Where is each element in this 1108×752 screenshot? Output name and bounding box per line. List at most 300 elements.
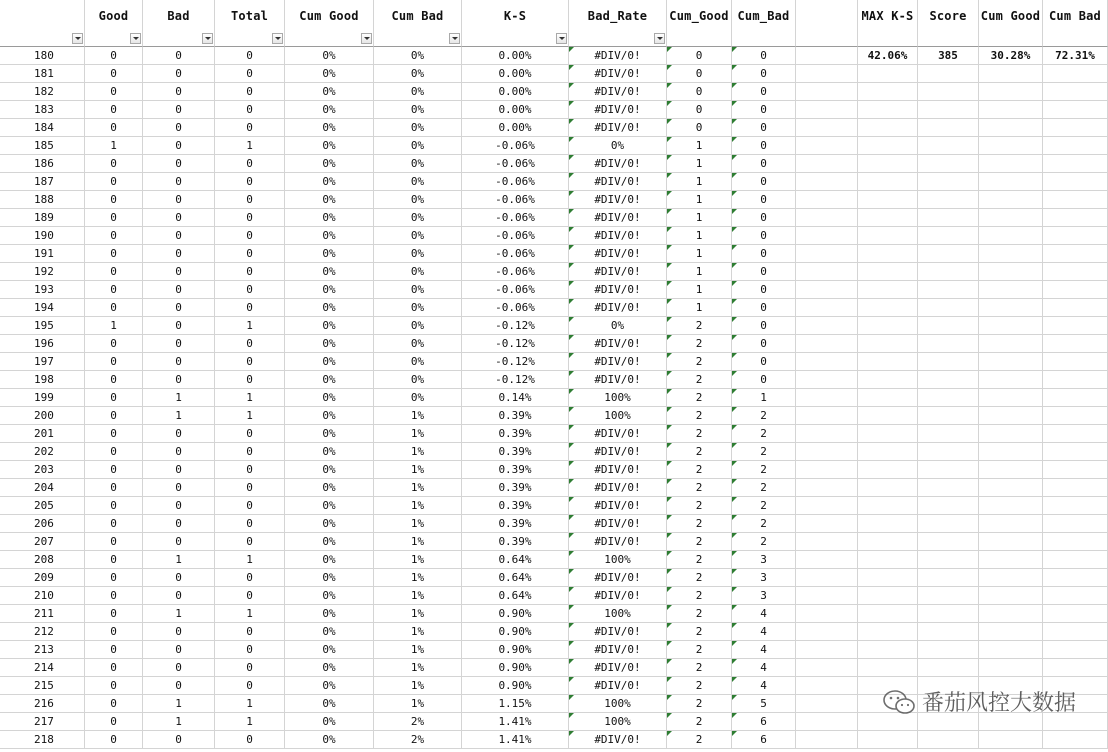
bad-rate-cell[interactable]: #DIV/0! xyxy=(569,677,667,695)
bad-rate-cell[interactable]: 100% xyxy=(569,551,667,569)
bad-rate-cell[interactable]: #DIV/0! xyxy=(569,569,667,587)
empty-cell[interactable] xyxy=(1043,407,1108,425)
empty-cell[interactable] xyxy=(979,119,1043,137)
bad-rate-cell[interactable]: #DIV/0! xyxy=(569,263,667,281)
cum-bad-count-cell[interactable]: 2 xyxy=(732,407,796,425)
empty-cell[interactable] xyxy=(796,551,858,569)
bad-cell[interactable]: 0 xyxy=(143,245,215,263)
cum-bad-cell[interactable]: 0% xyxy=(374,281,462,299)
empty-cell[interactable] xyxy=(918,281,979,299)
bad-rate-cell[interactable]: #DIV/0! xyxy=(569,731,667,749)
cum-good-count-cell[interactable]: 1 xyxy=(667,281,732,299)
empty-cell[interactable] xyxy=(1043,515,1108,533)
empty-cell[interactable] xyxy=(1043,479,1108,497)
bad-rate-cell[interactable]: #DIV/0! xyxy=(569,245,667,263)
empty-cell[interactable] xyxy=(1043,191,1108,209)
cum-good-count-cell[interactable]: 2 xyxy=(667,425,732,443)
empty-cell[interactable] xyxy=(858,137,918,155)
bad-cell[interactable]: 0 xyxy=(143,155,215,173)
empty-cell[interactable] xyxy=(979,299,1043,317)
bad-cell[interactable]: 0 xyxy=(143,623,215,641)
cum-bad-count-cell[interactable]: 2 xyxy=(732,461,796,479)
good-cell[interactable]: 0 xyxy=(85,335,143,353)
ks-cell[interactable]: 0.64% xyxy=(462,551,569,569)
empty-cell[interactable] xyxy=(979,155,1043,173)
empty-cell[interactable] xyxy=(796,659,858,677)
cum-bad-cell[interactable]: 0% xyxy=(374,101,462,119)
empty-cell[interactable] xyxy=(918,479,979,497)
cum-good-cell[interactable]: 0% xyxy=(285,245,374,263)
empty-cell[interactable] xyxy=(979,587,1043,605)
total-cell[interactable]: 0 xyxy=(215,83,285,101)
cum-bad-cell[interactable]: 0% xyxy=(374,137,462,155)
empty-cell[interactable] xyxy=(979,497,1043,515)
cum-good-count-cell[interactable]: 2 xyxy=(667,677,732,695)
cum-bad-cell[interactable]: 2% xyxy=(374,713,462,731)
empty-cell[interactable] xyxy=(1043,227,1108,245)
good-cell[interactable]: 0 xyxy=(85,497,143,515)
cum-good-count-cell[interactable]: 1 xyxy=(667,173,732,191)
cum-bad-count-cell[interactable]: 0 xyxy=(732,191,796,209)
cum-bad-count-cell[interactable]: 0 xyxy=(732,281,796,299)
good-cell[interactable]: 0 xyxy=(85,83,143,101)
empty-cell[interactable] xyxy=(1043,209,1108,227)
empty-cell[interactable] xyxy=(1043,137,1108,155)
row-score[interactable]: 193 xyxy=(0,281,85,299)
empty-cell[interactable] xyxy=(858,659,918,677)
empty-cell[interactable] xyxy=(918,569,979,587)
empty-cell[interactable] xyxy=(1043,461,1108,479)
header-total[interactable] xyxy=(215,0,285,47)
cum-good-count-cell[interactable]: 1 xyxy=(667,155,732,173)
total-cell[interactable]: 1 xyxy=(215,407,285,425)
bad-cell[interactable]: 1 xyxy=(143,695,215,713)
empty-cell[interactable] xyxy=(979,425,1043,443)
total-cell[interactable]: 0 xyxy=(215,515,285,533)
ks-cell[interactable]: -0.12% xyxy=(462,317,569,335)
good-cell[interactable]: 0 xyxy=(85,281,143,299)
empty-cell[interactable] xyxy=(918,425,979,443)
empty-cell[interactable] xyxy=(1043,335,1108,353)
bad-cell[interactable]: 0 xyxy=(143,731,215,749)
cum-bad-count-cell[interactable]: 1 xyxy=(732,389,796,407)
bad-rate-cell[interactable]: #DIV/0! xyxy=(569,227,667,245)
bad-cell[interactable]: 1 xyxy=(143,407,215,425)
total-cell[interactable]: 1 xyxy=(215,317,285,335)
bad-cell[interactable]: 0 xyxy=(143,461,215,479)
empty-cell[interactable] xyxy=(918,227,979,245)
cum-bad-count-cell[interactable]: 4 xyxy=(732,605,796,623)
empty-cell[interactable] xyxy=(796,101,858,119)
cum-good-count-cell[interactable]: 2 xyxy=(667,659,732,677)
bad-cell[interactable]: 1 xyxy=(143,605,215,623)
empty-cell[interactable] xyxy=(1043,425,1108,443)
cum-bad-cell[interactable]: 0% xyxy=(374,119,462,137)
cum-bad-count-cell[interactable]: 0 xyxy=(732,335,796,353)
total-cell[interactable]: 0 xyxy=(215,569,285,587)
row-score[interactable]: 187 xyxy=(0,173,85,191)
cum-bad-count-cell[interactable]: 4 xyxy=(732,641,796,659)
summary-max-ks[interactable]: 42.06% xyxy=(858,47,918,65)
row-score[interactable]: 206 xyxy=(0,515,85,533)
row-score[interactable]: 194 xyxy=(0,299,85,317)
empty-cell[interactable] xyxy=(796,623,858,641)
cum-bad-cell[interactable]: 2% xyxy=(374,731,462,749)
ks-cell[interactable]: 0.00% xyxy=(462,83,569,101)
cum-bad-count-cell[interactable]: 4 xyxy=(732,677,796,695)
bad-cell[interactable]: 0 xyxy=(143,101,215,119)
ks-cell[interactable]: 0.39% xyxy=(462,515,569,533)
bad-rate-cell[interactable]: 0% xyxy=(569,317,667,335)
cum-good-cell[interactable]: 0% xyxy=(285,731,374,749)
empty-cell[interactable] xyxy=(979,173,1043,191)
cum-bad-cell[interactable]: 1% xyxy=(374,659,462,677)
empty-cell[interactable] xyxy=(1043,299,1108,317)
total-cell[interactable]: 0 xyxy=(215,731,285,749)
good-cell[interactable]: 0 xyxy=(85,533,143,551)
ks-cell[interactable]: -0.12% xyxy=(462,335,569,353)
empty-cell[interactable] xyxy=(1043,497,1108,515)
empty-cell[interactable] xyxy=(858,227,918,245)
cum-bad-cell[interactable]: 0% xyxy=(374,299,462,317)
empty-cell[interactable] xyxy=(796,713,858,731)
row-score[interactable]: 205 xyxy=(0,497,85,515)
header-ks[interactable] xyxy=(462,0,569,47)
total-cell[interactable]: 0 xyxy=(215,443,285,461)
filter-dropdown-icon[interactable] xyxy=(361,33,372,44)
ks-cell[interactable]: 0.39% xyxy=(462,533,569,551)
bad-rate-cell[interactable]: #DIV/0! xyxy=(569,641,667,659)
bad-cell[interactable]: 0 xyxy=(143,317,215,335)
cum-bad-cell[interactable]: 1% xyxy=(374,587,462,605)
cum-good-cell[interactable]: 0% xyxy=(285,209,374,227)
empty-cell[interactable] xyxy=(858,155,918,173)
empty-cell[interactable] xyxy=(858,515,918,533)
empty-cell[interactable] xyxy=(979,317,1043,335)
cum-good-cell[interactable]: 0% xyxy=(285,191,374,209)
bad-rate-cell[interactable]: #DIV/0! xyxy=(569,155,667,173)
good-cell[interactable]: 0 xyxy=(85,587,143,605)
cum-good-count-cell[interactable]: 0 xyxy=(667,101,732,119)
bad-rate-cell[interactable]: #DIV/0! xyxy=(569,425,667,443)
cum-good-count-cell[interactable]: 2 xyxy=(667,605,732,623)
empty-cell[interactable] xyxy=(796,605,858,623)
cum-good-count-cell[interactable]: 1 xyxy=(667,263,732,281)
bad-rate-cell[interactable]: #DIV/0! xyxy=(569,83,667,101)
cum-good-cell[interactable]: 0% xyxy=(285,263,374,281)
ks-cell[interactable]: -0.06% xyxy=(462,245,569,263)
cum-good-cell[interactable]: 0% xyxy=(285,83,374,101)
total-cell[interactable]: 0 xyxy=(215,101,285,119)
bad-cell[interactable]: 0 xyxy=(143,587,215,605)
empty-cell[interactable] xyxy=(796,119,858,137)
cum-bad-cell[interactable]: 0% xyxy=(374,389,462,407)
total-cell[interactable]: 0 xyxy=(215,65,285,83)
cum-good-cell[interactable]: 0% xyxy=(285,461,374,479)
empty-cell[interactable] xyxy=(796,587,858,605)
cum-bad-count-cell[interactable]: 6 xyxy=(732,713,796,731)
bad-rate-cell[interactable]: #DIV/0! xyxy=(569,443,667,461)
empty-cell[interactable] xyxy=(918,335,979,353)
empty-cell[interactable] xyxy=(796,731,858,749)
empty-cell[interactable] xyxy=(918,731,979,749)
cum-bad-count-cell[interactable]: 3 xyxy=(732,551,796,569)
bad-rate-cell[interactable]: #DIV/0! xyxy=(569,335,667,353)
cum-good-count-cell[interactable]: 0 xyxy=(667,83,732,101)
cum-good-count-cell[interactable]: 2 xyxy=(667,335,732,353)
good-cell[interactable]: 0 xyxy=(85,425,143,443)
cum-good-cell[interactable]: 0% xyxy=(285,407,374,425)
cum-bad-cell[interactable]: 1% xyxy=(374,497,462,515)
empty-cell[interactable] xyxy=(796,245,858,263)
empty-cell[interactable] xyxy=(1043,317,1108,335)
cum-good-cell[interactable]: 0% xyxy=(285,515,374,533)
bad-cell[interactable]: 0 xyxy=(143,47,215,65)
total-cell[interactable]: 0 xyxy=(215,245,285,263)
cum-bad-count-cell[interactable]: 0 xyxy=(732,371,796,389)
ks-cell[interactable]: -0.06% xyxy=(462,191,569,209)
empty-cell[interactable] xyxy=(979,137,1043,155)
cum-good-cell[interactable]: 0% xyxy=(285,677,374,695)
header-summary-cum-bad[interactable] xyxy=(1043,0,1108,47)
empty-cell[interactable] xyxy=(918,155,979,173)
good-cell[interactable]: 0 xyxy=(85,353,143,371)
cum-bad-cell[interactable]: 1% xyxy=(374,461,462,479)
empty-cell[interactable] xyxy=(796,335,858,353)
ks-cell[interactable]: 1.41% xyxy=(462,731,569,749)
cum-bad-count-cell[interactable]: 2 xyxy=(732,515,796,533)
total-cell[interactable]: 1 xyxy=(215,389,285,407)
total-cell[interactable]: 0 xyxy=(215,641,285,659)
empty-cell[interactable] xyxy=(858,317,918,335)
row-score[interactable]: 213 xyxy=(0,641,85,659)
bad-rate-cell[interactable]: #DIV/0! xyxy=(569,659,667,677)
empty-cell[interactable] xyxy=(979,569,1043,587)
empty-cell[interactable] xyxy=(796,533,858,551)
cum-good-count-cell[interactable]: 2 xyxy=(667,623,732,641)
good-cell[interactable]: 0 xyxy=(85,641,143,659)
empty-cell[interactable] xyxy=(858,371,918,389)
empty-cell[interactable] xyxy=(796,389,858,407)
cum-bad-count-cell[interactable]: 0 xyxy=(732,263,796,281)
empty-cell[interactable] xyxy=(979,731,1043,749)
bad-rate-cell[interactable]: #DIV/0! xyxy=(569,173,667,191)
empty-cell[interactable] xyxy=(796,497,858,515)
total-cell[interactable]: 0 xyxy=(215,479,285,497)
ks-cell[interactable]: 1.41% xyxy=(462,713,569,731)
empty-cell[interactable] xyxy=(796,479,858,497)
row-score[interactable]: 184 xyxy=(0,119,85,137)
cum-good-cell[interactable]: 0% xyxy=(285,155,374,173)
cum-bad-count-cell[interactable]: 0 xyxy=(732,119,796,137)
header-cum-good-count[interactable] xyxy=(667,0,732,47)
empty-cell[interactable] xyxy=(796,443,858,461)
empty-cell[interactable] xyxy=(979,227,1043,245)
empty-cell[interactable] xyxy=(1043,587,1108,605)
header-cum-good[interactable] xyxy=(285,0,374,47)
total-cell[interactable]: 0 xyxy=(215,353,285,371)
empty-cell[interactable] xyxy=(858,461,918,479)
cum-good-cell[interactable]: 0% xyxy=(285,371,374,389)
header-bad[interactable] xyxy=(143,0,215,47)
cum-good-cell[interactable]: 0% xyxy=(285,101,374,119)
total-cell[interactable]: 0 xyxy=(215,425,285,443)
empty-cell[interactable] xyxy=(1043,533,1108,551)
row-score[interactable]: 211 xyxy=(0,605,85,623)
empty-cell[interactable] xyxy=(1043,623,1108,641)
bad-cell[interactable]: 1 xyxy=(143,389,215,407)
cum-bad-count-cell[interactable]: 2 xyxy=(732,479,796,497)
row-score[interactable]: 180 xyxy=(0,47,85,65)
total-cell[interactable]: 0 xyxy=(215,623,285,641)
bad-cell[interactable]: 1 xyxy=(143,713,215,731)
cum-bad-cell[interactable]: 0% xyxy=(374,155,462,173)
empty-cell[interactable] xyxy=(1043,353,1108,371)
cum-good-cell[interactable]: 0% xyxy=(285,137,374,155)
bad-cell[interactable]: 0 xyxy=(143,497,215,515)
cum-good-cell[interactable]: 0% xyxy=(285,587,374,605)
cum-good-count-cell[interactable]: 1 xyxy=(667,191,732,209)
bad-cell[interactable]: 0 xyxy=(143,371,215,389)
empty-cell[interactable] xyxy=(1043,371,1108,389)
bad-rate-cell[interactable]: #DIV/0! xyxy=(569,47,667,65)
good-cell[interactable]: 0 xyxy=(85,227,143,245)
bad-cell[interactable]: 0 xyxy=(143,263,215,281)
total-cell[interactable]: 0 xyxy=(215,227,285,245)
empty-cell[interactable] xyxy=(858,335,918,353)
cum-good-cell[interactable]: 0% xyxy=(285,695,374,713)
empty-cell[interactable] xyxy=(918,245,979,263)
row-score[interactable]: 215 xyxy=(0,677,85,695)
empty-cell[interactable] xyxy=(979,191,1043,209)
empty-cell[interactable] xyxy=(858,65,918,83)
bad-rate-cell[interactable]: #DIV/0! xyxy=(569,119,667,137)
cum-bad-count-cell[interactable]: 0 xyxy=(732,209,796,227)
ks-cell[interactable]: -0.06% xyxy=(462,155,569,173)
empty-cell[interactable] xyxy=(918,515,979,533)
empty-cell[interactable] xyxy=(918,173,979,191)
cum-good-cell[interactable]: 0% xyxy=(285,353,374,371)
total-cell[interactable]: 0 xyxy=(215,155,285,173)
ks-cell[interactable]: 0.90% xyxy=(462,623,569,641)
cum-good-count-cell[interactable]: 2 xyxy=(667,353,732,371)
cum-bad-count-cell[interactable]: 0 xyxy=(732,65,796,83)
header-summary-cum-good[interactable] xyxy=(979,0,1043,47)
empty-cell[interactable] xyxy=(918,119,979,137)
ks-cell[interactable]: 0.64% xyxy=(462,587,569,605)
cum-good-cell[interactable]: 0% xyxy=(285,119,374,137)
cum-bad-count-cell[interactable]: 0 xyxy=(732,137,796,155)
empty-cell[interactable] xyxy=(858,119,918,137)
empty-cell[interactable] xyxy=(796,137,858,155)
row-score[interactable]: 182 xyxy=(0,83,85,101)
ks-cell[interactable]: 0.90% xyxy=(462,677,569,695)
row-score[interactable]: 212 xyxy=(0,623,85,641)
bad-rate-cell[interactable]: #DIV/0! xyxy=(569,497,667,515)
cum-good-count-cell[interactable]: 2 xyxy=(667,389,732,407)
empty-cell[interactable] xyxy=(796,281,858,299)
cum-bad-count-cell[interactable]: 0 xyxy=(732,83,796,101)
cum-bad-count-cell[interactable]: 0 xyxy=(732,299,796,317)
bad-cell[interactable]: 0 xyxy=(143,191,215,209)
ks-cell[interactable]: -0.06% xyxy=(462,209,569,227)
cum-good-count-cell[interactable]: 2 xyxy=(667,461,732,479)
ks-cell[interactable]: -0.06% xyxy=(462,281,569,299)
empty-cell[interactable] xyxy=(918,443,979,461)
empty-cell[interactable] xyxy=(918,587,979,605)
cum-good-cell[interactable]: 0% xyxy=(285,65,374,83)
row-score[interactable]: 199 xyxy=(0,389,85,407)
total-cell[interactable]: 0 xyxy=(215,533,285,551)
empty-cell[interactable] xyxy=(796,695,858,713)
empty-cell[interactable] xyxy=(979,335,1043,353)
empty-cell[interactable] xyxy=(979,533,1043,551)
ks-cell[interactable]: 0.90% xyxy=(462,605,569,623)
empty-cell[interactable] xyxy=(918,371,979,389)
cum-good-count-cell[interactable]: 2 xyxy=(667,515,732,533)
cum-bad-cell[interactable]: 1% xyxy=(374,695,462,713)
empty-cell[interactable] xyxy=(979,83,1043,101)
empty-cell[interactable] xyxy=(858,83,918,101)
bad-cell[interactable]: 0 xyxy=(143,515,215,533)
total-cell[interactable]: 0 xyxy=(215,677,285,695)
cum-good-count-cell[interactable]: 2 xyxy=(667,641,732,659)
ks-cell[interactable]: 0.00% xyxy=(462,119,569,137)
bad-cell[interactable]: 0 xyxy=(143,65,215,83)
empty-cell[interactable] xyxy=(918,209,979,227)
good-cell[interactable]: 0 xyxy=(85,407,143,425)
cum-good-cell[interactable]: 0% xyxy=(285,713,374,731)
empty-cell[interactable] xyxy=(796,65,858,83)
empty-cell[interactable] xyxy=(796,47,858,65)
row-score[interactable]: 217 xyxy=(0,713,85,731)
empty-cell[interactable] xyxy=(1043,551,1108,569)
bad-cell[interactable]: 0 xyxy=(143,227,215,245)
empty-cell[interactable] xyxy=(918,641,979,659)
filter-dropdown-icon[interactable] xyxy=(449,33,460,44)
total-cell[interactable]: 0 xyxy=(215,191,285,209)
empty-cell[interactable] xyxy=(796,299,858,317)
empty-cell[interactable] xyxy=(979,443,1043,461)
cum-good-count-cell[interactable]: 2 xyxy=(667,731,732,749)
empty-cell[interactable] xyxy=(796,209,858,227)
cum-bad-cell[interactable]: 0% xyxy=(374,371,462,389)
cum-good-cell[interactable]: 0% xyxy=(285,227,374,245)
empty-cell[interactable] xyxy=(858,533,918,551)
empty-cell[interactable] xyxy=(858,245,918,263)
bad-rate-cell[interactable]: 0% xyxy=(569,137,667,155)
bad-rate-cell[interactable]: #DIV/0! xyxy=(569,515,667,533)
ks-cell[interactable]: 0.90% xyxy=(462,641,569,659)
cum-good-cell[interactable]: 0% xyxy=(285,299,374,317)
row-score[interactable]: 202 xyxy=(0,443,85,461)
cum-bad-count-cell[interactable]: 2 xyxy=(732,443,796,461)
bad-cell[interactable]: 0 xyxy=(143,425,215,443)
empty-cell[interactable] xyxy=(796,83,858,101)
bad-rate-cell[interactable]: #DIV/0! xyxy=(569,479,667,497)
row-score[interactable]: 181 xyxy=(0,65,85,83)
empty-cell[interactable] xyxy=(1043,119,1108,137)
good-cell[interactable]: 0 xyxy=(85,155,143,173)
cum-bad-cell[interactable]: 0% xyxy=(374,353,462,371)
bad-cell[interactable]: 0 xyxy=(143,119,215,137)
cum-good-count-cell[interactable]: 1 xyxy=(667,299,732,317)
header-summary-score[interactable] xyxy=(918,0,979,47)
empty-cell[interactable] xyxy=(979,353,1043,371)
empty-cell[interactable] xyxy=(796,227,858,245)
empty-cell[interactable] xyxy=(858,479,918,497)
cum-good-count-cell[interactable]: 1 xyxy=(667,227,732,245)
